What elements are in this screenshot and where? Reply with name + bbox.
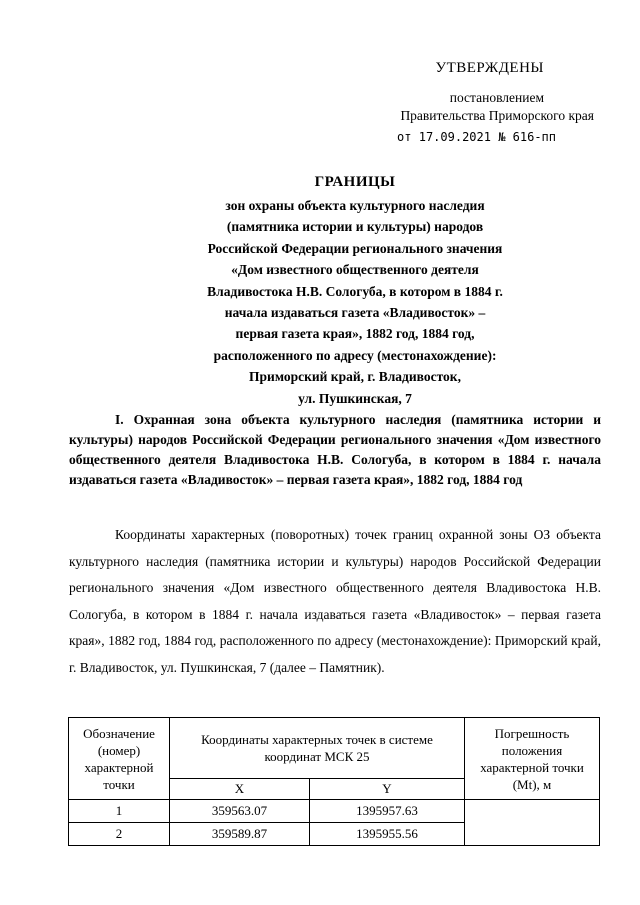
- heading-line: Владивостока Н.В. Сологуба, в котором в 1884 г.: [207, 283, 503, 299]
- cell-x: 359589.87: [170, 823, 310, 846]
- header-coordinates: Координаты характерных точек в системе координат МСК 25: [170, 718, 465, 779]
- cell-y: 1395955.56: [309, 823, 464, 846]
- cell-point-number: 1: [69, 800, 170, 823]
- document-heading: [150, 174, 560, 409]
- cell-y: 1395957.63: [309, 800, 464, 823]
- body-paragraph: Координаты характерных (поворотных) точек границ охранной зоны ОЗ объекта культурного наследия (памятника истории и культуры) народов Российской Федерации регионального значения «Дом известного общественного деятеля Владивостока Н.В. Сологуба, в котором в 1884 г. начала издаваться газета «Владивосток» – первая газета края», 1882 год, 1884 год, расположенного по адресу (местонахождение): Приморский край, г. Владивосток, ул. Пушкинская, 7 (далее – Памятник).: [69, 527, 601, 675]
- approval-line-decree: постановлением: [449, 90, 544, 105]
- heading-line: первая газета края», 1882 год, 1884 год,: [235, 326, 475, 342]
- cell-point-number: 2: [69, 823, 170, 846]
- heading-line: «Дом известного общественного деятеля: [231, 262, 479, 278]
- heading-title: ГРАНИЦЫ: [314, 174, 396, 190]
- heading-line: расположенного по адресу (местонахождение):: [213, 347, 497, 363]
- header-y: Y: [309, 779, 464, 800]
- section-heading: I. Охранная зона объекта культурного наследия (памятника истории и культуры) народов Российской Федерации регионального значения «Дом известного общественного деятеля Владивостока Н.В. Сологуба, в котором в 1884 г. начала издаваться газета «Владивосток» – первая газета края», 1882 год, 1884 год: [69, 412, 601, 487]
- heading-line: зон охраны объекта культурного наследия: [225, 198, 485, 213]
- heading-line: Приморский край, г. Владивосток,: [249, 369, 461, 385]
- cell-error: [465, 800, 600, 846]
- coordinates-table: [68, 717, 600, 846]
- header-x: X: [170, 779, 310, 800]
- approval-title: УТВЕРЖДЕНЫ: [435, 60, 544, 76]
- heading-line: начала издаваться газета «Владивосток» –: [224, 305, 486, 321]
- heading-line: ул. Пушкинская, 7: [298, 390, 412, 406]
- approval-line-date-number: от 17.09.2021 № 616-пп: [397, 130, 556, 144]
- table-row: [69, 800, 600, 823]
- cell-x: 359563.07: [170, 800, 310, 823]
- heading-line: (памятника истории и культуры) народов: [226, 219, 484, 235]
- approval-line-government: Правительства Приморского края: [400, 108, 594, 123]
- header-designation: Обозначение (номер) характерной точки: [69, 718, 170, 800]
- heading-line: Российской Федерации регионального значения: [207, 240, 503, 256]
- header-error: Погрешность положения характерной точки (Mt), м: [465, 718, 600, 800]
